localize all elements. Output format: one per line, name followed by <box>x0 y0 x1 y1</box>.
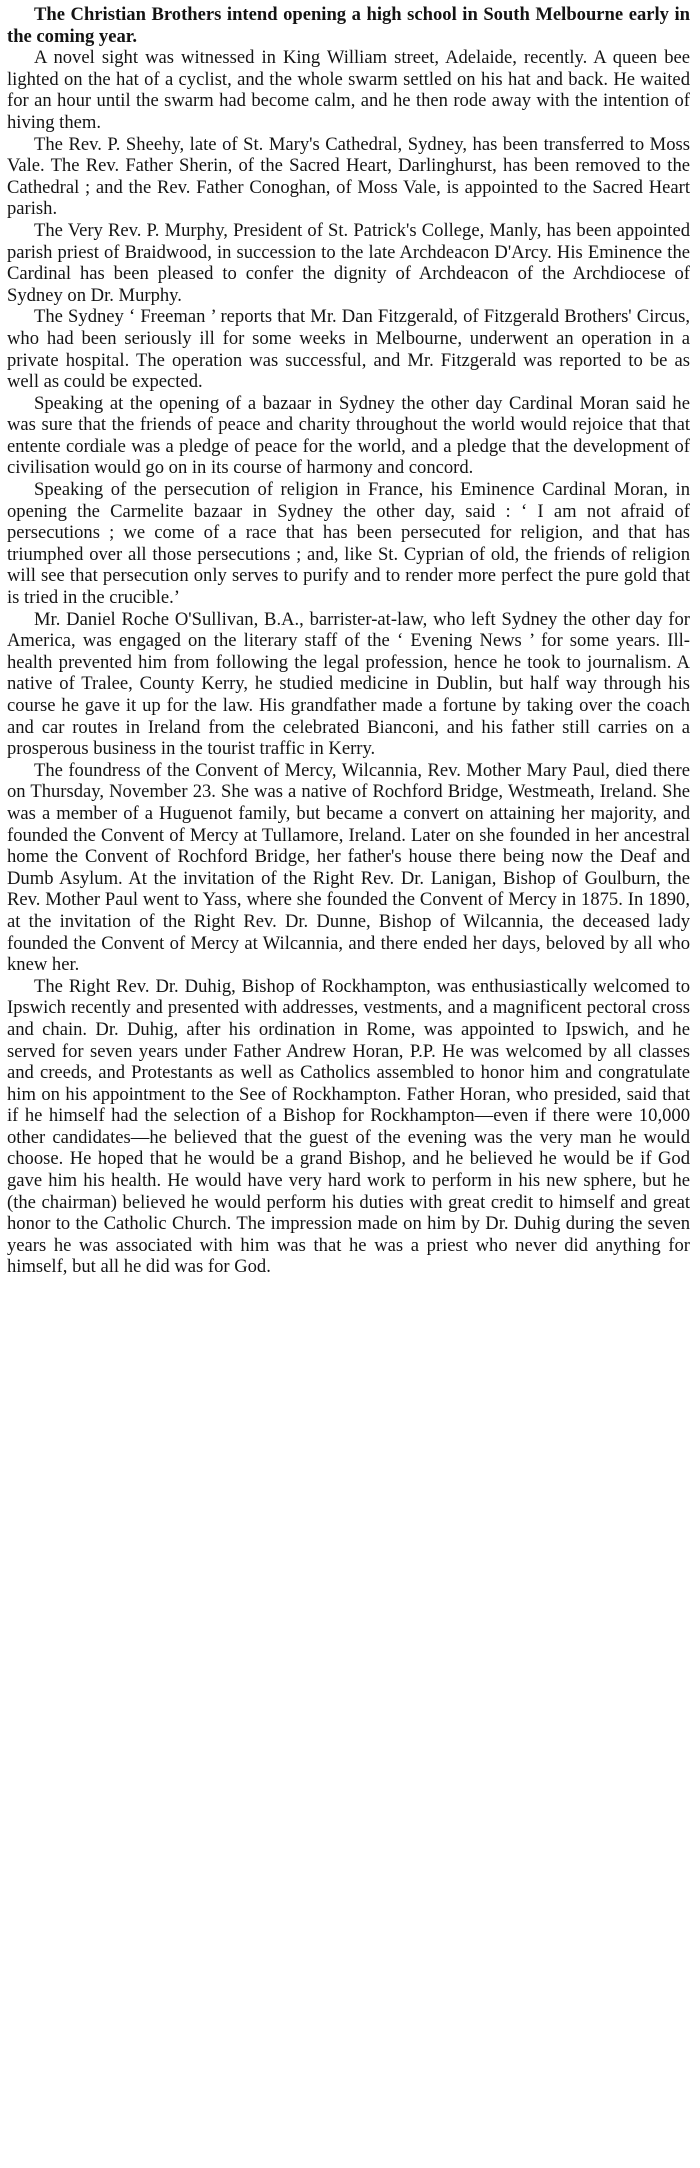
news-item-high-school: The Christian Brothers intend opening a high school in South Melbourne early in the coming year. <box>7 4 690 47</box>
news-item-murphy-appointment: The Very Rev. P. Murphy, President of St. Patrick's College, Manly, has been appointed parish priest of Braidwood, in succession to the late Archdeacon D'Arcy. His Eminence the Cardinal has been pleased to confer the dignity of Archdeacon of the Archdiocese of Sydney on Dr. Murphy. <box>7 219 690 306</box>
news-item-osullivan-departure: Mr. Daniel Roche O'Sullivan, B.A., barrister-at-law, who left Sydney the other day for America, was engaged on the literary staff of the ‘ Evening News ’ for some years. Ill-health prevented him from following the legal profession, hence he took to journalism. A native of Tralee, County Kerry, he studied medicine in Dublin, but half way through his course he gave it up for the law. His grandfather made a fortune by taking over the coach and car routes in Ireland from the celebrated Bianconi, and his father still carries on a prosperous business in the tourist traffic in Kerry. <box>7 608 690 760</box>
news-item-mother-paul-obituary: The foundress of the Convent of Mercy, Wilcannia, Rev. Mother Mary Paul, died there on Thursday, November 23. She was a native of Rochford Bridge, Westmeath, Ireland. She was a member of a Huguenot family, but became a convert on attaining her majority, and founded the Convent of Mercy at Tullamore, Ireland. Later on she founded in her ancestral home the Convent of Rochford Bridge, her father's house there being now the Deaf and Dumb Asylum. At the invitation of the Right Rev. Dr. Lanigan, Bishop of Goulburn, the Rev. Mother Paul went to Yass, where she founded the Convent of Mercy in 1875. In 1890, at the invitation of the Right Rev. Dr. Dunne, Bishop of Wilcannia, the deceased lady founded the Convent of Mercy at Wilcannia, and there ended her days, beloved by all who knew her. <box>7 759 690 976</box>
news-item-entente-cordiale: Speaking at the opening of a bazaar in Sydney the other day Cardinal Moran said he was sure that the friends of peace and charity throughout the world would rejoice that that entente cordiale was a pledge of peace for the world, and a pledge that the development of civilisation would go on in its course of harmony and concord. <box>7 392 690 479</box>
news-item-clergy-transfers: The Rev. P. Sheehy, late of St. Mary's Cathedral, Sydney, has been transferred to Moss Vale. The Rev. Father Sherin, of the Sacred Heart, Darlinghurst, has been removed to the Cathedral ; and the Rev. Father Conoghan, of Moss Vale, is appointed to the Sacred Heart parish. <box>7 133 690 220</box>
news-item-bee-swarm: A novel sight was witnessed in King William street, Adelaide, recently. A queen bee lighted on the hat of a cyclist, and the whole swarm settled on his hat and back. He waited for an hour until the swarm had become calm, and he then rode away with the intention of hiving them. <box>7 47 690 133</box>
news-item-bishop-duhig-welcome: The Right Rev. Dr. Duhig, Bishop of Rockhampton, was enthusiastically welcomed to Ipswich recently and presented with addresses, vestments, and a magnificent pectoral cross and chain. Dr. Duhig, after his ordination in Rome, was appointed to Ipswich, and he served for seven years under Father Andrew Horan, P.P. He was welcomed by all classes and creeds, and Protestants as well as Catholics assembled to honor him and congratulate him on his appointment to the See of Rockhampton. Father Horan, who presided, said that if he himself had the selection of a Bishop for Rockhampton—even if there were 10,000 other candidates—he believed that the guest of the evening was the very man he would choose. He hoped that he would be a grand Bishop, and he believed he would be if God gave him his health. He would have very hard work to perform in his new sphere, but he (the chairman) believed he would perform his duties with great credit to himself and great honor to the Catholic Church. The impression made on him by Dr. Duhig during the seven years he was associated with him was that he was a priest who never did anything for himself, but all he did was for God. <box>7 975 690 1278</box>
news-item-fitzgerald-operation: The Sydney ‘ Freeman ’ reports that Mr. Dan Fitzgerald, of Fitzgerald Brothers' Circus, who had been seriously ill for some weeks in Melbourne, underwent an operation in a private hospital. The operation was successful, and Mr. Fitzgerald was reported to be as well as could be expected. <box>7 306 690 393</box>
news-item-persecution-speech: Speaking of the persecution of religion in France, his Eminence Cardinal Moran, in opening the Carmelite bazaar in Sydney the other day, said : ‘ I am not afraid of persecutions ; we come of a race that has been persecuted for religion, and that has triumphed over all those persecutions ; and, like St. Cyprian of old, the friends of religion will see that persecution only serves to purify and to render more perfect the pure gold that is tried in the crucible.’ <box>7 479 690 609</box>
